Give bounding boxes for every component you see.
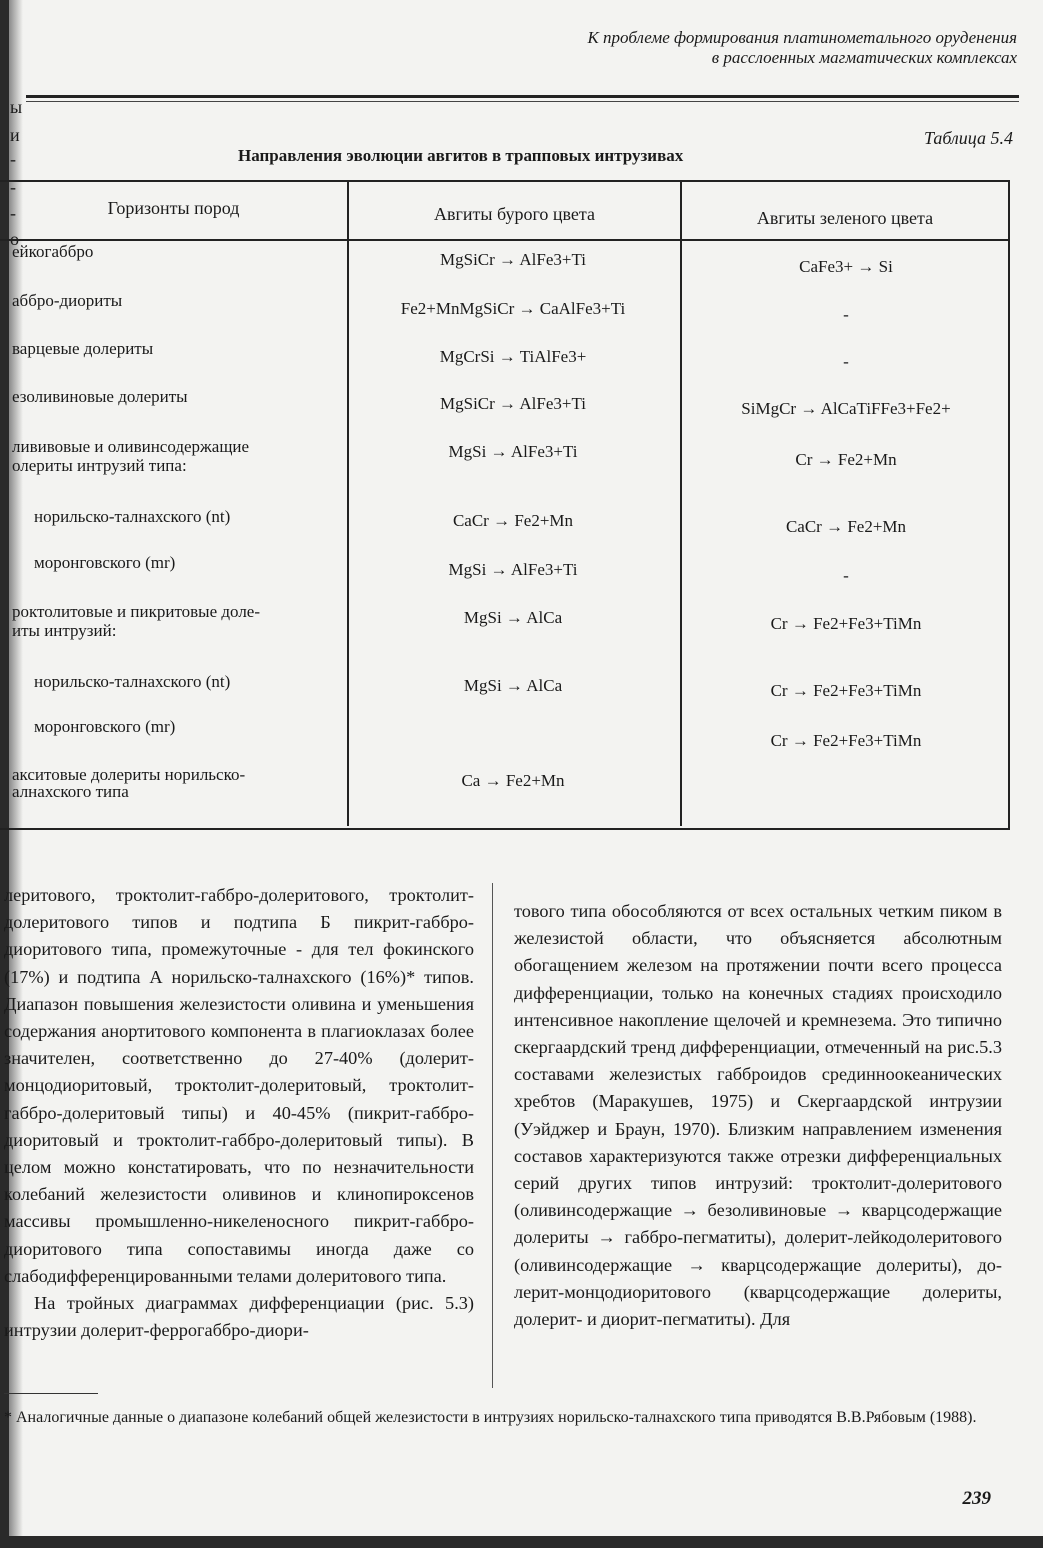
table-column-divider — [680, 180, 682, 826]
margin-fragment: - — [10, 177, 16, 197]
table-title: Направления эволюции авгитов в трапповых интрузивах — [238, 146, 684, 165]
running-header — [588, 28, 1017, 68]
table-cell-brown: Ca → Fe2+Mn — [461, 771, 565, 790]
table-cell-green: - — [843, 566, 849, 585]
table-header-rule — [0, 239, 1008, 241]
table-cell-green: Cr → Fe2+Mn — [795, 450, 897, 469]
table-cell-brown: MgCrSi → TiAlFe3+ — [439, 347, 587, 366]
body-column-left — [4, 882, 474, 1344]
table-cell-horizon-cont: алнахского типа — [12, 782, 129, 801]
table-cell-green: CaCr → Fe2+Mn — [785, 517, 907, 536]
table-cell-brown: MgSi → AlCa — [463, 608, 563, 627]
table-cell-brown: MgSi → AlFe3+Ti — [448, 560, 578, 579]
table-cell-brown: MgSiCr → AlFe3+Ti — [440, 250, 586, 269]
table-header-green: Авгиты зеленого цвета — [756, 208, 934, 228]
table-cell-horizon: варцевые долериты — [12, 339, 154, 358]
table-cell-green: Cr → Fe2+Fe3+TiMn — [770, 731, 922, 750]
table-cell-green: SiMgCr → AlCaTiFFe3+Fe2+ — [741, 399, 951, 418]
table-cell-horizon: лививовые и оливинсодержащие — [12, 437, 250, 456]
table-header-horizons: Горизонты пород — [107, 198, 240, 218]
table-cell-brown: Fe2+MnMgSiCr → CaAlFe3+Ti — [400, 299, 626, 318]
table-cell-green: - — [843, 352, 849, 371]
margin-fragment: - — [10, 149, 16, 169]
running-header-line1: К проблеме формирования платинометального оруденения — [587, 28, 1017, 47]
table-cell-horizon: аббро-диориты — [12, 291, 123, 310]
body-paragraph: леритового, троктолит-габбро-долеритового, троктолит-долеритового типов и подтипа Б пикрит-габбро-диоритового типа, промежуточные - для тел фокинского (17%) и подтипа А норильско-талнахского (16%)* типов. Диапазон повышения железистости оливина и уменьшения содержания анортитового компонента в плагиоклазах более значителен, соответственно до 27-40% (долерит-монцодиоритовый, троктолит-долеритовый, троктолит-габбро-долеритовый типы) и 40-45% (пикрит-габбро-диоритовый и троктолит-габбро-долеритовый типы). В целом можно констатировать, что по незначительности колебаний железистости оливинов и клинопироксенов массивы промышленно-никеленосного пикрит-габбро-диоритового типа сопоставимы иногда даже со слабодифференцированными телами долеритового типа. — [4, 885, 474, 1286]
table-cell-horizon-cont: иты интрузий: — [12, 621, 117, 640]
table-cell-horizon: норильско-талнахского (nt) — [34, 672, 231, 691]
table-cell-horizon: норильско-талнахского (nt) — [34, 507, 231, 526]
table-cell-horizon: моронговского (mr) — [34, 717, 176, 736]
footnote: * Аналогичные данные о диапазоне колебаний общей железистости в интрузиях норильско-талнахского типа приводятся В.В.Рябовым (1988). — [4, 1409, 977, 1426]
table-cell-green: Cr → Fe2+Fe3+TiMn — [770, 681, 922, 700]
margin-fragment: о — [10, 229, 19, 249]
body-paragraph: тового типа обособляются от всех остальных четким пиком в железистой области, что объясняется абсолютным обогащением железом на протяжении почти всего процесса дифференциации, только на конечных стадиях происходило интенсивное накопление щелочей и кремнезема. Это типично скергаардский тренд дифференциации, отмеченный на рис.5.3 составами железистых габброидов срединноокеанических хребтов (Маракушев, 1975) и Скергаардской интрузии (Уэйджер и Браун, 1970). Близким направлением изменения составов характеризуются также отрезки дифференциальных серий других типов интрузий: троктолит-долеритового (оливинсодержащие → безоливиновые → кварцсодержащие долериты → габбро-пегматиты), долерит-лейкодолеритового (оливинсодержащие → кварцсодержащие долериты), долерит-монцодиоритового (кварцсодержащие долериты, долерит- и диорит-пегматиты). Для — [514, 901, 1002, 1330]
footnote-rule — [4, 1393, 98, 1394]
table-cell-green: CaFe3+ → Si — [799, 257, 893, 276]
table-cell-green: Cr → Fe2+Fe3+TiMn — [770, 614, 922, 633]
table-cell-horizon: езоливиновые долериты — [12, 387, 188, 406]
table-header-brown: Авгиты бурого цвета — [434, 204, 595, 224]
margin-fragment: ы — [10, 97, 23, 117]
running-header-line2: в расслоенных магматических комплексах — [711, 48, 1017, 67]
margin-fragment: - — [10, 203, 16, 223]
page-bottom-shadow — [0, 1536, 1043, 1548]
table-number: Таблица 5.4 — [923, 128, 1013, 148]
body-column-right — [514, 898, 1002, 1333]
table-cell-horizon: акситовые долериты норильско- — [12, 765, 246, 784]
table-cell-horizon: ейкогаббро — [12, 242, 94, 261]
header-rule-thick — [26, 95, 1019, 98]
table-cell-horizon: роктолитовые и пикритовые доле- — [12, 602, 261, 621]
body-paragraph: На тройных диаграммах дифференциации (рис. 5.3) интрузии долерит-феррогаббро-диори- — [4, 1293, 474, 1341]
header-rule-thin — [26, 101, 1019, 102]
table-column-divider — [347, 180, 349, 826]
table-cell-brown: MgSi → AlFe3+Ti — [448, 442, 578, 461]
column-separator — [492, 883, 493, 1388]
table-cell-brown: CaCr → Fe2+Mn — [452, 511, 574, 530]
table-cell-brown: MgSi → AlCa — [463, 676, 563, 695]
page-number: 239 — [962, 1488, 991, 1509]
table-cell-horizon-cont: олериты интрузий типа: — [12, 456, 187, 475]
table-cell-brown: MgSiCr → AlFe3+Ti — [440, 394, 586, 413]
margin-fragment: и — [10, 125, 20, 145]
table-cell-green: - — [843, 305, 849, 324]
table-cell-horizon: моронговского (mr) — [34, 553, 176, 572]
